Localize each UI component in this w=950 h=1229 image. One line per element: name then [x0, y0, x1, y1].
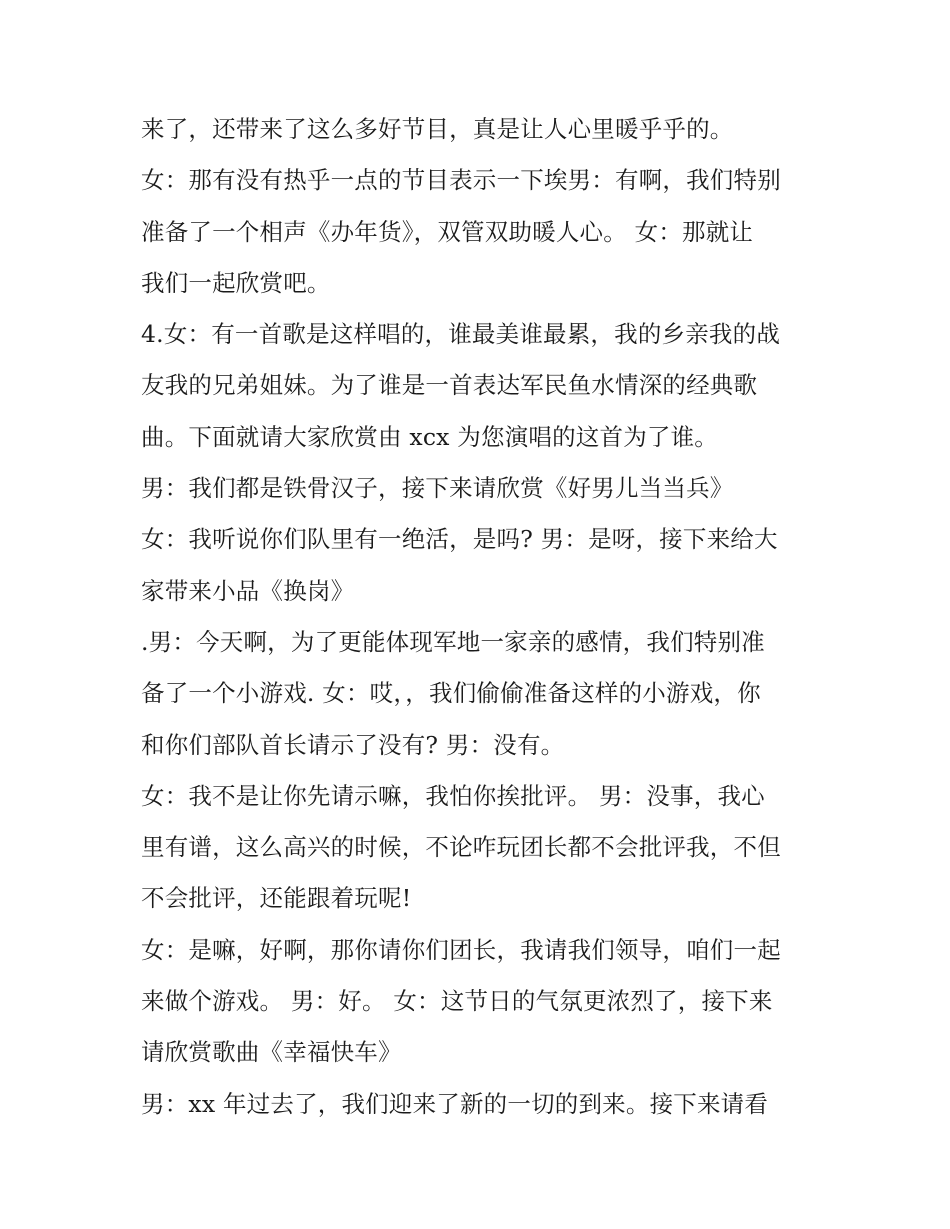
text-line: 不会批评，还能跟着玩呢!	[141, 884, 412, 913]
text-line: 来做个游戏。 男：好。 女：这节日的气氛更浓烈了，接下来	[141, 987, 773, 1016]
document-body	[141, 104, 821, 1130]
text-line: 备了一个小游戏. 女：哎，，我们偷偷准备这样的小游戏，你	[141, 679, 761, 708]
text-line: 4.女：有一首歌是这样唱的，谁最美谁最累，我的乡亲我的战	[141, 320, 781, 349]
text-line: 里有谱，这么高兴的时候，不论咋玩团长都不会批评我，不但	[141, 833, 781, 862]
text-line: 我们一起欣赏吧。	[141, 268, 331, 297]
text-line: 和你们部队首长请示了没有? 男：没有。	[141, 730, 565, 759]
text-line: 准备了一个相声《办年货》，双管双助暖人心。 女：那就让	[141, 217, 754, 246]
text-line: 女：我不是让你先请示嘛，我怕你挨批评。 男：没事，我心	[141, 781, 765, 810]
text-line: 曲。下面就请大家欣赏由 xcx 为您演唱的这首为了谁。	[141, 422, 719, 451]
text-line: 请欣赏歌曲《幸福快车》	[141, 1038, 402, 1067]
text-line: 家带来小品《换岗》	[141, 576, 355, 605]
text-line: 女：是嘛，好啊，那你请你们团长，我请我们领导，咱们一起	[141, 935, 781, 964]
text-line: .男：今天啊，为了更能体现军地一家亲的感情，我们特别准	[141, 627, 765, 656]
text-line: 女：我听说你们队里有一绝活，是吗? 男：是呀，接下来给大	[141, 525, 778, 554]
text-line: 女：那有没有热乎一点的节目表示一下埃男：有啊，我们特别	[141, 166, 781, 195]
text-line: 友我的兄弟姐妹。为了谁是一首表达军民鱼水情深的经典歌	[141, 371, 758, 400]
text-line: 男：我们都是铁骨汉子，接下来请欣赏《好男儿当当兵》	[141, 474, 734, 503]
text-line: 男：xx 年过去了，我们迎来了新的一切的到来。接下来请看	[141, 1089, 769, 1118]
text-line: 来了，还带来了这么多好节目，真是让人心里暖乎乎的。	[141, 115, 734, 143]
